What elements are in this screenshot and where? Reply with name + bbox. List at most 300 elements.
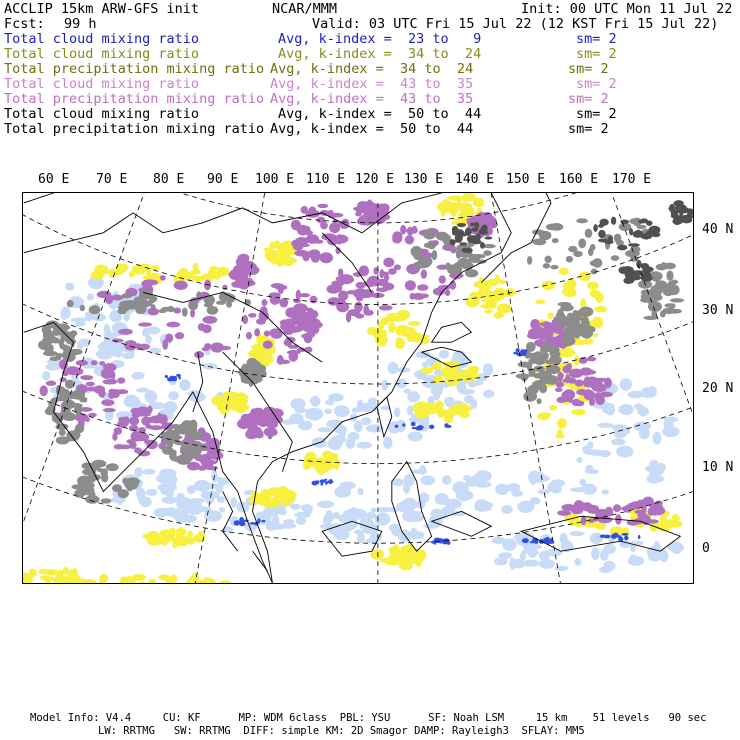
gray-shading <box>444 234 451 240</box>
light-cloud-shading <box>585 469 599 474</box>
light-cloud-shading <box>164 401 178 413</box>
light-cloud-shading <box>646 474 661 484</box>
purple-shading <box>319 252 333 263</box>
gray-shading <box>69 403 83 408</box>
gray-shading <box>75 424 84 434</box>
gray-shading <box>106 463 119 471</box>
longitude-label: 60 E <box>38 172 70 187</box>
legend-k-index-range: Avg, k-index = 34 to 24 <box>270 61 474 77</box>
gray-shading <box>118 489 129 498</box>
legend-smoothing: sm= 2 <box>576 76 617 92</box>
purple-shading <box>160 275 166 281</box>
light-cloud-shading <box>42 371 50 380</box>
gray-shading <box>167 306 174 312</box>
light-cloud-shading <box>356 442 372 449</box>
light-cloud-shading <box>354 421 363 432</box>
light-cloud-shading <box>46 363 62 370</box>
yellow-shading <box>587 282 599 290</box>
purple-shading <box>262 299 268 306</box>
purple-shading <box>363 215 372 223</box>
light-cloud-shading <box>591 547 600 560</box>
gray-shading <box>527 362 533 371</box>
yellow-shading <box>280 497 292 507</box>
yellow-shading <box>129 271 135 277</box>
purple-shading <box>306 319 321 325</box>
blue-shading <box>611 534 617 539</box>
light-cloud-shading <box>361 417 372 425</box>
light-cloud-shading <box>611 439 626 446</box>
purple-shading <box>60 377 67 382</box>
yellow-shading <box>434 375 442 385</box>
purple-shading <box>173 308 181 314</box>
yellow-shading <box>408 321 421 326</box>
yellow-shading <box>433 363 439 371</box>
gray-shading <box>588 248 593 256</box>
yellow-shading <box>488 299 496 308</box>
yellow-shading <box>469 210 475 215</box>
blue-shading <box>434 538 441 543</box>
light-cloud-shading <box>219 507 225 513</box>
purple-shading <box>166 322 180 328</box>
purple-shading <box>417 284 428 291</box>
dark-gray-shading <box>679 205 685 208</box>
light-cloud-shading <box>576 457 582 463</box>
yellow-shading <box>179 535 185 542</box>
gray-shading <box>611 255 620 261</box>
purple-shading <box>373 215 381 220</box>
purple-shading <box>604 377 612 388</box>
longitude-label: 130 E <box>404 172 444 187</box>
legend-field-label: Total precipitation mixing ratio <box>4 61 265 77</box>
light-cloud-shading <box>645 465 663 473</box>
purple-shading <box>563 378 571 382</box>
legend-field-label: Total precipitation mixing ratio <box>4 91 265 107</box>
purple-shading <box>70 368 84 376</box>
gray-shading <box>424 243 430 248</box>
dark-gray-shading <box>681 217 692 223</box>
blue-shading <box>638 535 641 539</box>
dark-gray-shading <box>646 220 653 225</box>
gray-shading <box>516 373 530 378</box>
purple-shading <box>264 330 271 336</box>
light-cloud-shading <box>588 450 606 456</box>
longitude-label: 170 E <box>612 172 652 187</box>
yellow-shading <box>586 524 597 528</box>
light-cloud-shading <box>601 489 609 494</box>
yellow-shading <box>589 290 600 298</box>
purple-shading <box>308 207 316 215</box>
yellow-shading <box>541 281 555 291</box>
light-cloud-shading <box>498 552 512 559</box>
light-cloud-shading <box>456 490 474 501</box>
light-cloud-shading <box>167 474 178 487</box>
purple-shading <box>566 363 572 371</box>
purple-shading <box>308 249 321 259</box>
blue-shading <box>174 376 177 381</box>
dark-gray-shading <box>450 239 456 245</box>
yellow-shading <box>547 312 554 319</box>
purple-shading <box>117 377 125 383</box>
purple-shading <box>263 340 273 349</box>
gray-shading <box>85 470 92 475</box>
purple-shading <box>365 203 379 208</box>
purple-shading <box>259 311 270 321</box>
purple-shading <box>246 332 252 340</box>
gray-shading <box>585 229 593 238</box>
yellow-shading <box>136 582 148 584</box>
light-cloud-shading <box>590 533 603 544</box>
gray-shading <box>64 436 79 441</box>
yellow-shading <box>190 270 201 275</box>
gray-shading <box>166 440 173 449</box>
yellow-shading <box>489 279 502 283</box>
dark-gray-shading <box>478 229 487 234</box>
yellow-shading <box>99 574 108 583</box>
purple-shading <box>138 322 152 326</box>
yellow-shading <box>47 570 59 574</box>
gray-shading <box>541 352 549 361</box>
light-cloud-shading <box>126 394 137 401</box>
purple-shading <box>289 352 299 362</box>
yellow-shading <box>459 370 473 381</box>
light-cloud-shading <box>368 513 377 519</box>
purple-shading <box>147 406 152 414</box>
light-cloud-shading <box>439 350 449 359</box>
gray-shading <box>207 306 219 315</box>
gray-shading <box>529 370 535 376</box>
light-cloud-shading <box>539 559 555 569</box>
yellow-shading <box>469 366 477 371</box>
light-cloud-shading <box>349 507 359 516</box>
yellow-shading <box>367 327 378 336</box>
yellow-shading <box>376 338 383 346</box>
blue-shading <box>534 540 539 543</box>
legend-field-label: Total cloud mixing ratio <box>4 31 200 47</box>
light-cloud-shading <box>388 362 399 374</box>
light-cloud-shading <box>630 540 636 552</box>
blue-shading <box>522 538 529 543</box>
purple-shading <box>405 280 416 290</box>
dark-gray-shading <box>457 223 466 227</box>
dark-gray-shading <box>459 242 467 246</box>
light-cloud-shading <box>616 446 633 458</box>
gray-shading <box>55 353 64 357</box>
yellow-shading <box>381 329 387 340</box>
light-cloud-shading <box>377 507 391 512</box>
yellow-shading <box>277 254 284 259</box>
dark-gray-shading <box>673 217 679 225</box>
purple-shading <box>327 213 337 219</box>
dark-gray-shading <box>669 204 675 213</box>
yellow-shading <box>176 271 188 278</box>
light-cloud-shading <box>523 560 540 567</box>
light-cloud-shading <box>79 338 91 346</box>
gray-shading <box>540 342 547 352</box>
yellow-shading <box>262 500 272 508</box>
light-cloud-shading <box>475 470 492 482</box>
purple-shading <box>292 327 302 333</box>
light-cloud-shading <box>579 479 586 486</box>
blue-shading <box>618 537 623 542</box>
purple-shading <box>329 223 340 234</box>
dark-gray-shading <box>485 236 493 239</box>
dark-gray-shading <box>472 239 482 244</box>
light-cloud-shading <box>154 508 170 517</box>
legend-field-label: Total precipitation mixing ratio <box>4 121 265 137</box>
purple-shading <box>338 268 343 277</box>
purple-shading <box>585 389 591 397</box>
light-cloud-shading <box>318 427 333 432</box>
light-cloud-shading <box>435 493 449 505</box>
purple-shading <box>421 269 427 279</box>
blue-shading <box>624 536 629 541</box>
light-cloud-shading <box>283 519 295 524</box>
gray-shading <box>527 256 532 265</box>
light-cloud-shading <box>664 419 674 430</box>
light-cloud-shading <box>392 478 403 486</box>
yellow-shading <box>140 263 149 271</box>
gray-shading <box>71 484 86 490</box>
gray-shading <box>82 397 88 403</box>
dark-gray-shading <box>470 222 475 226</box>
light-cloud-shading <box>554 566 568 571</box>
light-cloud-shading <box>383 436 393 449</box>
purple-shading <box>131 408 140 414</box>
light-cloud-shading <box>475 506 492 511</box>
purple-shading <box>80 375 93 380</box>
purple-shading <box>207 448 213 458</box>
purple-shading <box>265 428 277 436</box>
longitude-label: 110 E <box>306 172 346 187</box>
light-cloud-shading <box>263 507 280 517</box>
purple-shading <box>298 314 309 320</box>
dark-gray-shading <box>651 229 658 236</box>
gray-shading <box>543 263 550 268</box>
gray-shading <box>643 316 658 320</box>
light-cloud-shading <box>306 408 323 415</box>
light-cloud-shading <box>463 475 471 481</box>
purple-shading <box>407 227 413 236</box>
light-cloud-shading <box>599 567 612 574</box>
blue-shading <box>239 521 246 526</box>
gray-shading <box>119 300 133 308</box>
light-cloud-shading <box>520 551 526 560</box>
light-cloud-shading <box>339 482 356 490</box>
gray-shading <box>127 483 134 491</box>
purple-shading <box>383 257 394 267</box>
dark-gray-shading <box>455 230 464 235</box>
gray-shading <box>465 269 478 277</box>
yellow-shading <box>241 404 249 411</box>
light-cloud-shading <box>146 489 157 496</box>
yellow-shading <box>161 535 172 543</box>
legend-field-label: Total cloud mixing ratio <box>4 76 200 92</box>
gray-shading <box>180 444 194 454</box>
light-cloud-shading <box>398 530 412 542</box>
purple-shading <box>383 283 395 291</box>
yellow-shading <box>535 300 546 305</box>
purple-shading <box>346 312 351 323</box>
blue-shading <box>395 425 399 428</box>
latitude-label: 0 <box>702 541 710 556</box>
blue-shading <box>429 425 434 429</box>
yellow-shading <box>390 560 399 565</box>
dark-gray-shading <box>598 224 604 228</box>
gray-shading <box>550 265 558 270</box>
blue-shading <box>545 537 549 540</box>
valid-time: Valid: 03 UTC Fri 15 Jul 22 (12 KST Fri 15 Jul 22) <box>312 16 719 32</box>
yellow-shading <box>187 534 193 543</box>
gray-shading <box>43 330 55 341</box>
light-cloud-shading <box>334 405 350 417</box>
purple-shading <box>298 237 304 245</box>
light-cloud-shading <box>473 380 484 386</box>
gray-shading <box>625 250 640 257</box>
purple-shading <box>624 505 631 513</box>
latitude-label: 20 N <box>702 381 734 396</box>
gray-shading <box>573 325 579 333</box>
purple-shading <box>347 290 358 294</box>
yellow-shading <box>426 402 431 409</box>
purple-shading <box>217 346 231 351</box>
yellow-shading <box>169 527 176 538</box>
dark-gray-shading <box>598 230 606 238</box>
gray-shading <box>182 308 188 317</box>
gray-shading <box>483 250 492 256</box>
purple-shading <box>40 385 48 396</box>
light-cloud-shading <box>324 409 332 415</box>
purple-shading <box>101 399 114 406</box>
gray-shading <box>557 309 564 316</box>
purple-shading <box>256 418 270 427</box>
light-cloud-shading <box>618 404 633 415</box>
purple-shading <box>388 268 397 275</box>
light-cloud-shading <box>354 530 364 535</box>
purple-shading <box>585 377 600 386</box>
purple-shading <box>527 332 542 339</box>
light-cloud-shading <box>290 398 305 409</box>
gray-shading <box>583 320 589 325</box>
blue-shading <box>316 480 319 484</box>
light-cloud-shading <box>381 380 388 391</box>
yellow-shading <box>327 456 338 467</box>
dark-gray-shading <box>628 243 640 247</box>
blue-shading <box>169 378 174 381</box>
yellow-shading <box>663 519 677 528</box>
purple-shading <box>146 440 158 449</box>
yellow-shading <box>459 405 471 411</box>
light-cloud-shading <box>131 372 144 380</box>
gray-shading <box>573 251 583 257</box>
yellow-shading <box>469 292 482 298</box>
purple-shading <box>141 417 150 426</box>
purple-shading <box>561 392 566 403</box>
purple-shading <box>126 439 135 444</box>
longitude-label: 80 E <box>153 172 185 187</box>
gray-shading <box>171 450 177 455</box>
blue-shading <box>411 422 416 427</box>
blue-shading <box>530 541 535 543</box>
purple-shading <box>198 323 206 331</box>
light-cloud-shading <box>423 524 440 529</box>
purple-shading <box>291 220 301 231</box>
purple-shading <box>277 360 291 365</box>
yellow-shading <box>409 552 416 560</box>
gray-shading <box>188 300 198 310</box>
purple-shading <box>340 277 355 284</box>
yellow-shading <box>148 579 156 584</box>
yellow-shading <box>413 403 427 414</box>
purple-shading <box>638 513 647 517</box>
purple-shading <box>84 417 90 422</box>
yellow-shading <box>316 465 327 469</box>
gray-shading <box>537 398 542 404</box>
light-cloud-shading <box>652 432 661 445</box>
dark-gray-shading <box>598 238 608 242</box>
light-cloud-shading <box>402 498 417 511</box>
yellow-shading <box>504 288 516 296</box>
light-cloud-shading <box>613 427 627 439</box>
gray-shading <box>432 250 438 260</box>
purple-shading <box>335 235 349 244</box>
yellow-shading <box>487 291 498 296</box>
purple-shading <box>589 398 595 406</box>
purple-shading <box>320 221 328 229</box>
purple-shading <box>129 417 139 426</box>
legend-smoothing: sm= 2 <box>576 106 617 122</box>
gray-shading <box>121 293 132 298</box>
blue-shading <box>402 423 405 426</box>
purple-shading <box>150 416 164 422</box>
light-cloud-shading <box>495 484 509 495</box>
longitude-label: 160 E <box>559 172 599 187</box>
purple-shading <box>143 279 158 285</box>
light-cloud-shading <box>546 549 563 557</box>
yellow-shading <box>219 580 230 584</box>
fcst-value: 99 h <box>64 16 97 32</box>
model-title: ACCLIP 15km ARW-GFS init <box>4 1 200 17</box>
purple-shading <box>134 447 142 453</box>
purple-shading <box>105 379 117 385</box>
blue-shading <box>516 348 520 352</box>
purple-shading <box>450 281 456 290</box>
light-cloud-shading <box>148 348 161 355</box>
yellow-shading <box>172 539 178 549</box>
light-cloud-shading <box>296 517 307 525</box>
light-cloud-shading <box>492 537 507 544</box>
yellow-shading <box>403 327 415 338</box>
gray-shading <box>164 430 178 439</box>
blue-shading <box>261 520 265 522</box>
purple-shading <box>110 371 115 380</box>
light-cloud-shading <box>191 498 206 503</box>
purple-shading <box>317 204 328 208</box>
yellow-shading <box>557 418 567 429</box>
gray-shading <box>243 369 250 375</box>
light-cloud-shading <box>230 497 237 508</box>
light-cloud-shading <box>303 504 312 515</box>
light-cloud-shading <box>511 490 523 497</box>
light-cloud-shading <box>104 324 110 335</box>
gray-shading <box>636 225 646 229</box>
purple-shading <box>46 381 57 386</box>
dark-gray-shading <box>474 222 479 230</box>
light-cloud-shading <box>317 501 334 509</box>
blue-shading <box>251 522 254 524</box>
yellow-shading <box>216 397 228 403</box>
dark-gray-shading <box>455 238 462 243</box>
purple-shading <box>574 380 584 387</box>
